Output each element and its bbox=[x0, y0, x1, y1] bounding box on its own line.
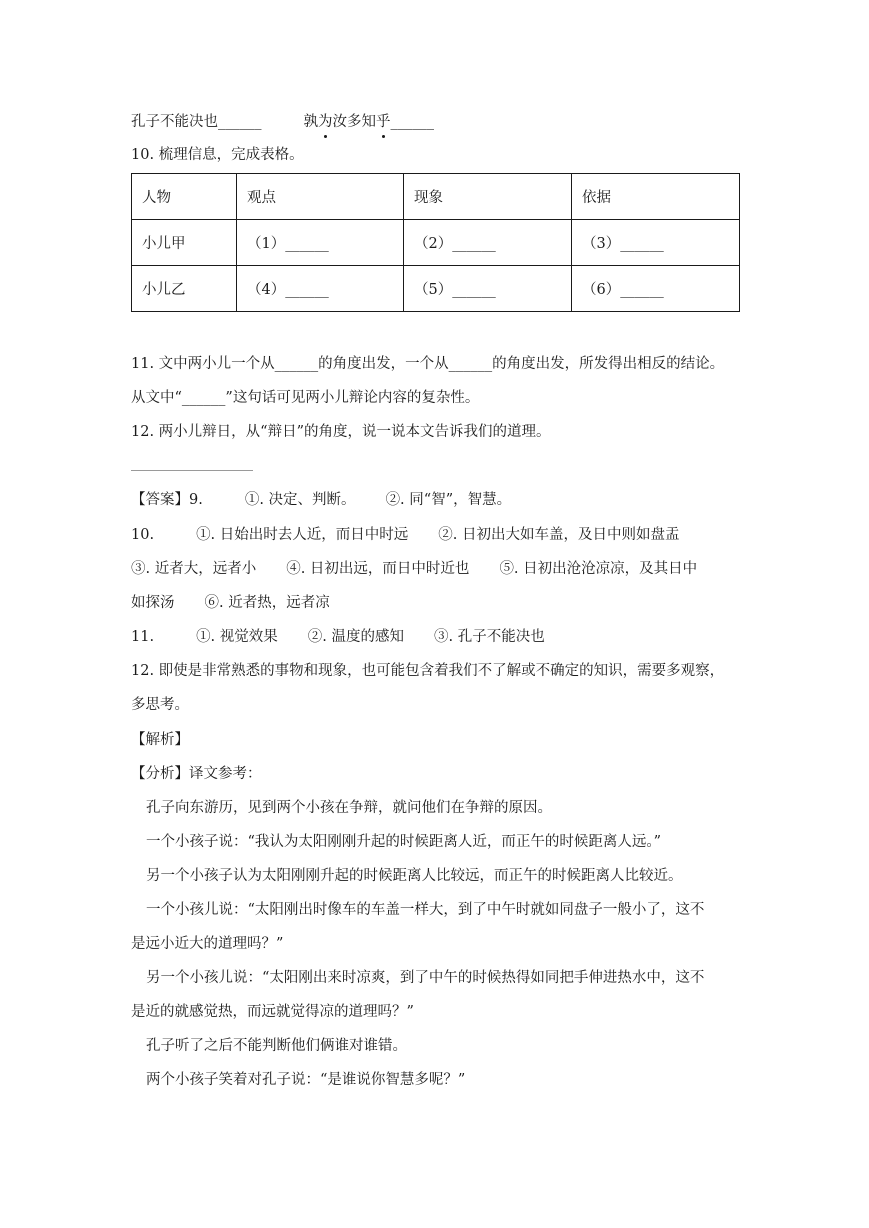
answer-number: 10. bbox=[131, 527, 155, 543]
answer-10-line-2 bbox=[131, 559, 697, 579]
answer-item: ④. 日初出远，而日中时近也 bbox=[286, 561, 470, 577]
analysis-subheading: 【分析】译文参考： bbox=[131, 766, 262, 782]
analysis-heading: 【解析】 bbox=[131, 732, 189, 748]
table-cell: （3）______ bbox=[572, 220, 740, 266]
q9-d-blank: ______ bbox=[390, 114, 434, 130]
table-cell: 小儿甲 bbox=[132, 220, 237, 266]
translation-paragraph: 另一个小孩子认为太阳刚刚升起的时候距离人比较远，而正午的时候距离人比较近。 bbox=[146, 868, 683, 884]
table-cell: （2）______ bbox=[404, 220, 572, 266]
translation-paragraph-cont: 是近的就感觉热，而远就觉得凉的道理吗？” bbox=[131, 1004, 414, 1020]
answer-12-line-1: 12. 即使是非常熟悉的事物和现象，也可能包含着我们不了解或不确定的知识，需要多观察， bbox=[131, 663, 725, 679]
answer-item: 如探汤 bbox=[131, 595, 175, 611]
table-header-cell: 现象 bbox=[404, 174, 572, 220]
emphasis-dot-char-2: 乎 bbox=[376, 114, 391, 130]
q10-title: 10. 梳理信息，完成表格。 bbox=[131, 147, 304, 163]
q9-d-text-b: 汝多知 bbox=[332, 114, 376, 130]
answer-separator bbox=[131, 470, 253, 471]
table-header-cell: 人物 bbox=[132, 174, 237, 220]
answer-item: ①. 决定、判断。 bbox=[244, 492, 356, 508]
table-row bbox=[132, 220, 740, 266]
q9-item-d bbox=[304, 114, 435, 130]
translation-paragraph-cont: 是远小近大的道理吗？” bbox=[131, 936, 284, 952]
translation-paragraph: 两个小孩子笑着对孔子说：“是谁说你智慧多呢？” bbox=[146, 1072, 466, 1088]
answer-12-line-2: 多思考。 bbox=[131, 697, 189, 713]
q9-d-text-a: 孰 bbox=[303, 114, 318, 130]
translation-paragraph: 孔子向东游历，见到两个小孩在争辩，就问他们在争辩的原因。 bbox=[146, 800, 552, 816]
answer-item: ①. 日始出时去人近，而日中时远 bbox=[196, 527, 409, 543]
answer-9 bbox=[131, 490, 511, 510]
answer-10-line-1 bbox=[131, 525, 680, 545]
table-cell: （5）______ bbox=[404, 266, 572, 312]
answer-item: ①. 视觉效果 bbox=[196, 629, 278, 645]
translation-paragraph: 一个小孩子说：“我认为太阳刚刚升起的时候距离人近，而正午的时候距离人远。” bbox=[146, 834, 662, 850]
answer-10-line-3 bbox=[131, 593, 330, 613]
answer-11 bbox=[131, 627, 545, 647]
answer-label: 【答案】9. bbox=[131, 492, 203, 508]
table-row bbox=[132, 266, 740, 312]
answer-item: ②. 温度的感知 bbox=[307, 629, 404, 645]
table-header-row bbox=[132, 174, 740, 220]
answer-item: ②. 日初出大如车盖，及日中则如盘盂 bbox=[438, 527, 680, 543]
table-cell: （1）______ bbox=[237, 220, 404, 266]
q12-question: 12. 两小儿辩日，从“辩日”的角度，说一说本文告诉我们的道理。 bbox=[131, 424, 551, 440]
q11-line-2: 从文中“______”这句话可见两小儿辩论内容的复杂性。 bbox=[131, 390, 480, 406]
table-header-cell: 依据 bbox=[572, 174, 740, 220]
translation-paragraph: 孔子听了之后不能判断他们俩谁对谁错。 bbox=[146, 1038, 407, 1054]
answer-item: ⑤. 日初出沧沧凉凉，及其日中 bbox=[499, 561, 698, 577]
q11-line-1: 11. 文中两小儿一个从______的角度出发，一个从______的角度出发，所发得出相反的结论。 bbox=[131, 356, 725, 372]
answer-item: ③. 孔子不能决也 bbox=[434, 629, 545, 645]
info-table bbox=[131, 173, 740, 312]
answer-number: 11. bbox=[131, 629, 155, 645]
table-cell: （6）______ bbox=[572, 266, 740, 312]
table-cell: 小儿乙 bbox=[132, 266, 237, 312]
answer-item: ⑥. 近者热，远者凉 bbox=[204, 595, 330, 611]
q9-fill-line bbox=[131, 112, 434, 132]
answer-item: ③. 近者大，远者小 bbox=[131, 561, 257, 577]
table-cell: （4）______ bbox=[237, 266, 404, 312]
translation-paragraph: 另一个小孩儿说：“太阳刚出来时凉爽，到了中午的时候热得如同把手伸进热水中，这不 bbox=[146, 970, 705, 986]
table-header-cell: 观点 bbox=[237, 174, 404, 220]
q9-item-c: 孔子不能决也______ bbox=[131, 114, 262, 130]
emphasis-dot-char: 为 bbox=[318, 114, 333, 130]
translation-paragraph: 一个小孩儿说：“太阳刚出时像车的车盖一样大，到了中午时就如同盘子一般小了，这不 bbox=[146, 902, 705, 918]
answer-item: ②. 同“智”，智慧。 bbox=[385, 492, 512, 508]
